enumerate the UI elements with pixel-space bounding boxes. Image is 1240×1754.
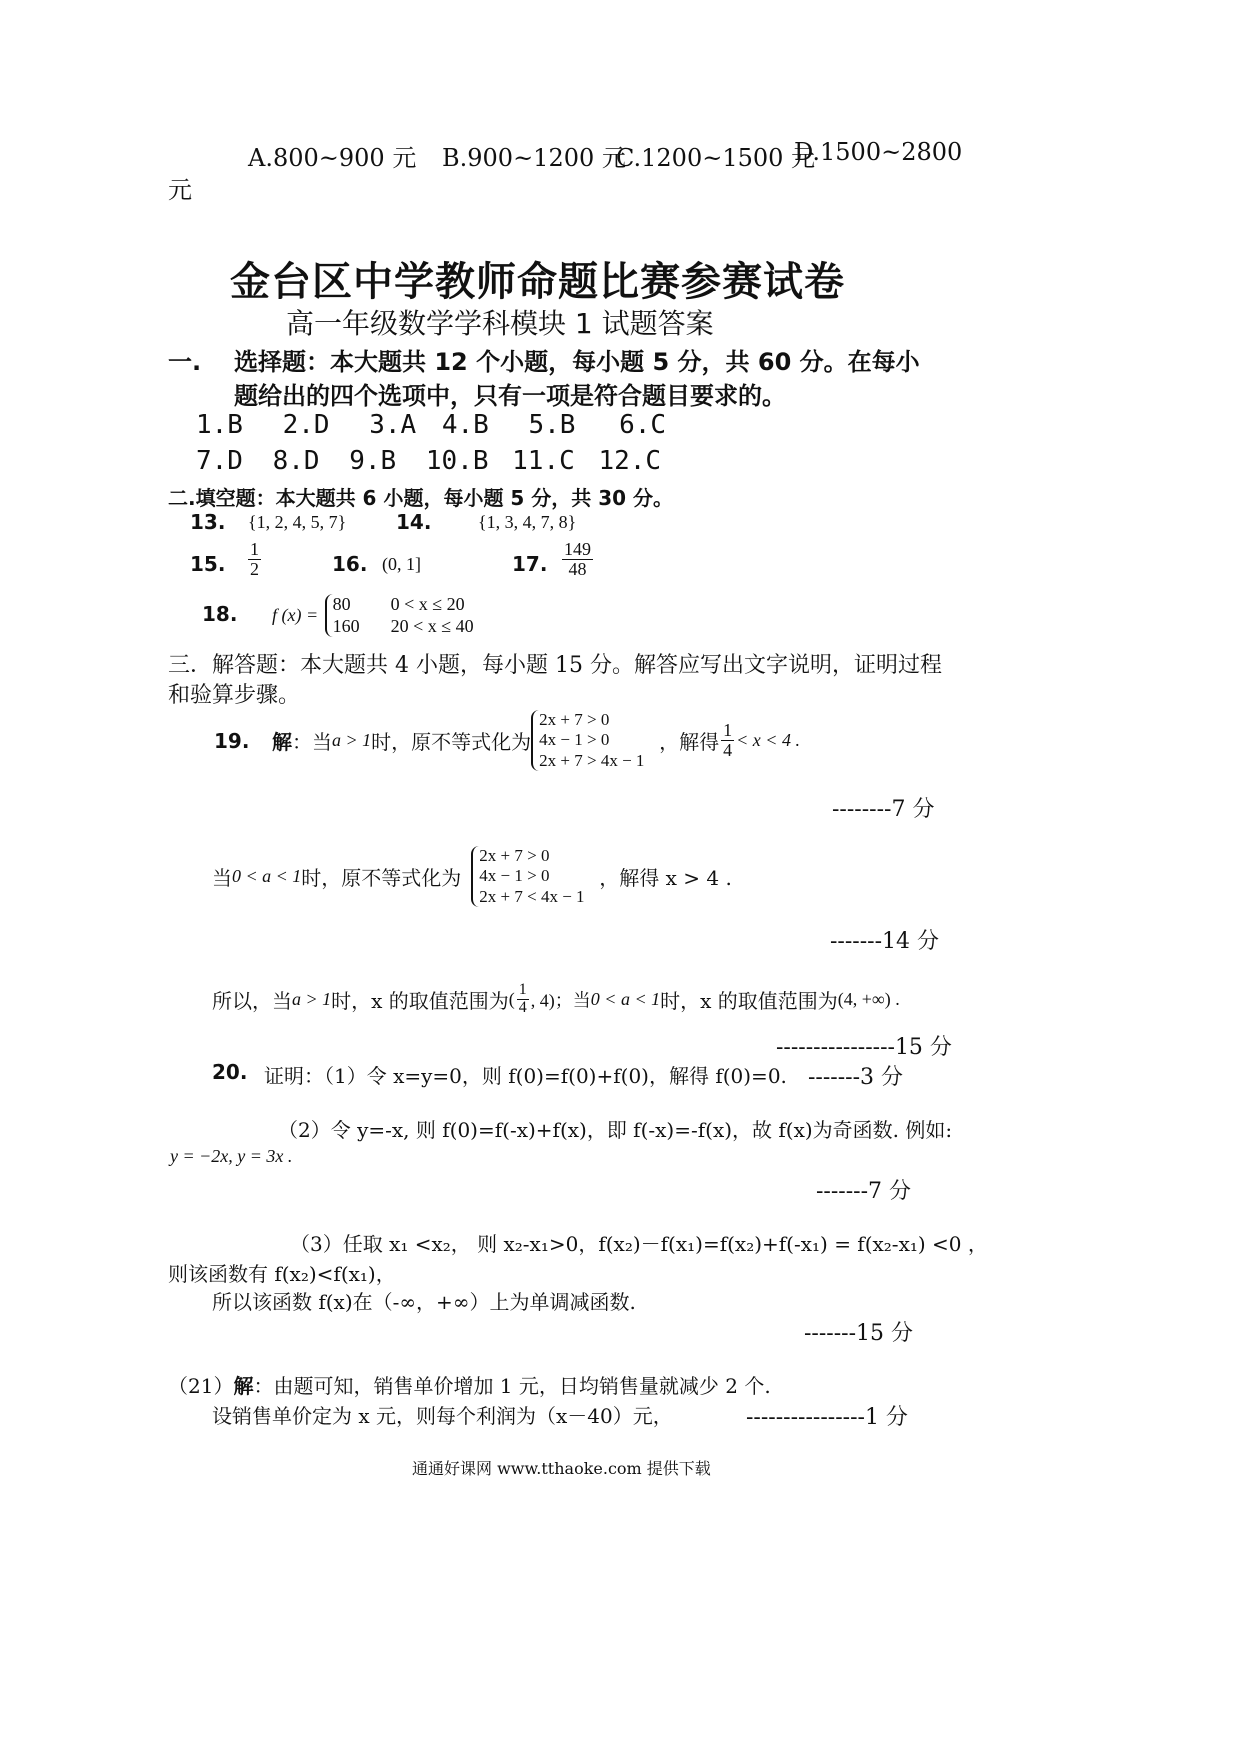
q14-number: 14. (396, 510, 432, 534)
q19-p3-range1-post: , 4)；当 (530, 990, 591, 1011)
q21-number: （21） (168, 1374, 234, 1398)
q17-number: 17. (512, 552, 548, 576)
section3-heading-line1: 三．解答题：本大题共 4 小题，每小题 15 分。解答应写出文字说明，证明过程 (168, 653, 942, 678)
q21-text: ：由题可知，销售单价增加 1 元，日均销售量就减少 2 个. (253, 1374, 771, 1398)
q14-answer: {1, 3, 4, 7, 8} (478, 512, 577, 532)
q18-case2-value: 160 (332, 615, 360, 636)
q19-paragraph1 (214, 710, 800, 771)
answer-item: 1.B (196, 410, 243, 440)
answers-row2 (196, 446, 661, 476)
page-subtitle: 高一年级数学学科模块 1 试题答案 (286, 307, 714, 340)
q20-line3: （3）任取 x₁ <x₂， 则 x₂-x₁>0，f(x₂)－f(x₁)=f(x₂)+f(-x₁) = f(x₂-x₁) <0 ， (290, 1232, 988, 1256)
page-footer: 通通好课网 www.tthaoke.com 提供下载 (412, 1459, 711, 1478)
answer-item: 12.C (598, 446, 662, 476)
q19-p1-result-pre: ，解得 (659, 730, 720, 755)
q19-paragraph3 (212, 982, 900, 1017)
answer-item: 8.D (272, 446, 320, 476)
q19-p3-range2: (4, +∞) . (837, 988, 900, 1009)
q17-answer (560, 540, 595, 579)
page-title: 金台区中学教师命题比赛参赛试卷 (230, 259, 845, 305)
q19-p2-text: 当 (212, 866, 232, 891)
option-a: A.800~900 元 (248, 144, 417, 172)
q21-line1 (168, 1370, 771, 1399)
q18-case1-cond: 0 < x ≤ 20 (390, 594, 465, 614)
answer-item: 7.D (196, 446, 243, 476)
option-d: D.1500~2800 (794, 138, 963, 166)
q20-number: 20. (212, 1060, 248, 1084)
q19-sys1-line1: 2x + 7 > 0 (539, 710, 610, 729)
q21-line2: 设销售单价定为 x 元，则每个利润为（x－40）元， (212, 1404, 673, 1428)
q15-number: 15. (190, 552, 226, 576)
q20-line2: （2）令 y=-x, 则 f(0)=f(-x)+f(x)，即 f(-x)=-f(x)，故 f(x)为奇函数. 例如: (278, 1118, 953, 1142)
q18-number: 18. (202, 602, 238, 626)
answer-item: 6.C (619, 410, 667, 440)
answer-item: 11.C (512, 446, 575, 476)
q21-jie: 解 (233, 1374, 254, 1398)
section1-text-line2: 题给出的四个选项中，只有一项是符合题目要求的。 (234, 382, 786, 410)
q19-p1-cond: a > 1 (332, 730, 372, 751)
q19-number: 19. (214, 728, 250, 753)
q15-answer (246, 540, 263, 579)
answer-item: 5.B (528, 410, 576, 440)
q19-sys2-line1: 2x + 7 > 0 (479, 846, 550, 865)
fraction-numerator: 1 (250, 539, 259, 559)
q19-p3-c: 时，x 的取值范围为 (660, 988, 838, 1013)
section1-text-line1: 选择题：本大题共 12 个小题，每小题 5 分，共 60 分。在每小 (234, 348, 920, 376)
option-c: C.1200~1500 元 (616, 144, 816, 172)
option-d-unit: 元 (168, 176, 192, 204)
q19-sys2-line3: 2x + 7 < 4x − 1 (479, 886, 585, 906)
q19-sys1-line3: 2x + 7 > 4x − 1 (539, 750, 645, 770)
q19-sys2-line2: 4x − 1 > 0 (479, 866, 550, 886)
q18-answer (272, 594, 474, 637)
q19-p2-cond: 0 < a < 1 (232, 866, 302, 887)
fraction-denominator: 48 (568, 558, 587, 579)
q19-p2-text2: 时，原不等式化为 (301, 866, 462, 891)
q20-score2: -------7 分 (816, 1179, 912, 1204)
answer-item: 3.A (369, 410, 417, 440)
fraction-denominator: 2 (250, 558, 259, 579)
answers-row1 (196, 410, 666, 440)
q18-lhs: f (x) = (272, 605, 319, 626)
q19-p3-cond2: 0 < a < 1 (590, 988, 661, 1009)
q19-p3-range1-pre: ( (508, 988, 515, 1009)
q19-p1-text: ：当 (292, 730, 332, 755)
q19-p3-b: 时，x 的取值范围为 (331, 988, 509, 1013)
q19-score2: -------14 分 (830, 929, 940, 954)
q20-score1: -------3 分 (808, 1065, 904, 1090)
q18-case2-cond: 20 < x ≤ 40 (390, 615, 474, 636)
q19-p3-a: 所以，当 (212, 988, 292, 1013)
q19-p2-result: ，解得 x > 4 . (599, 866, 732, 891)
q19-jie: 解 (272, 730, 292, 755)
q21-score1: ----------------1 分 (746, 1405, 908, 1430)
answer-item: 10.B (425, 446, 489, 476)
fraction-numerator: 1 (723, 720, 733, 741)
q13-number: 13. (190, 510, 226, 534)
q20-line3b: 则该函数有 f(x₂)<f(x₁)， (168, 1262, 396, 1286)
section2-heading: 二.填空题：本大题共 6 小题，每小题 5 分，共 30 分。 (168, 486, 674, 510)
option-b: B.900~1200 元 (442, 144, 626, 172)
answer-item: 4.B (441, 410, 489, 440)
q19-p1-text2: 时，原不等式化为 (371, 730, 532, 755)
fraction-denominator: 4 (518, 998, 527, 1016)
q13-answer: {1, 2, 4, 5, 7} (248, 512, 347, 532)
answer-item: 2.D (282, 410, 330, 440)
q16-answer: (0, 1] (382, 554, 421, 574)
q19-score1: --------7 分 (832, 797, 935, 822)
q18-case1-value: 80 (332, 594, 351, 614)
section1-label: 一. (168, 348, 202, 376)
q19-p1-result-post: < x < 4 . (736, 730, 800, 751)
q19-p3-cond1: a > 1 (292, 988, 332, 1009)
section3-heading-line2: 和验算步骤。 (168, 683, 301, 708)
q20-line2b: y = −2x, y = 3x . (170, 1146, 293, 1166)
q20-line1: 证明：（1）令 x=y=0，则 f(0)=f(0)+f(0)，解得 f(0)=0. (264, 1064, 787, 1088)
q19-paragraph2 (212, 846, 732, 907)
answer-item: 9.B (349, 446, 397, 476)
q19-score3: ----------------15 分 (776, 1035, 952, 1060)
q20-line3c: 所以该函数 f(x)在（-∞，+∞）上为单调减函数. (212, 1290, 636, 1314)
fraction-denominator: 4 (723, 740, 733, 761)
fraction-numerator: 1 (518, 981, 527, 998)
q20-score3: -------15 分 (804, 1321, 914, 1346)
fraction-numerator: 149 (564, 539, 591, 559)
q16-number: 16. (332, 552, 368, 576)
q19-sys1-line2: 4x − 1 > 0 (539, 730, 610, 750)
